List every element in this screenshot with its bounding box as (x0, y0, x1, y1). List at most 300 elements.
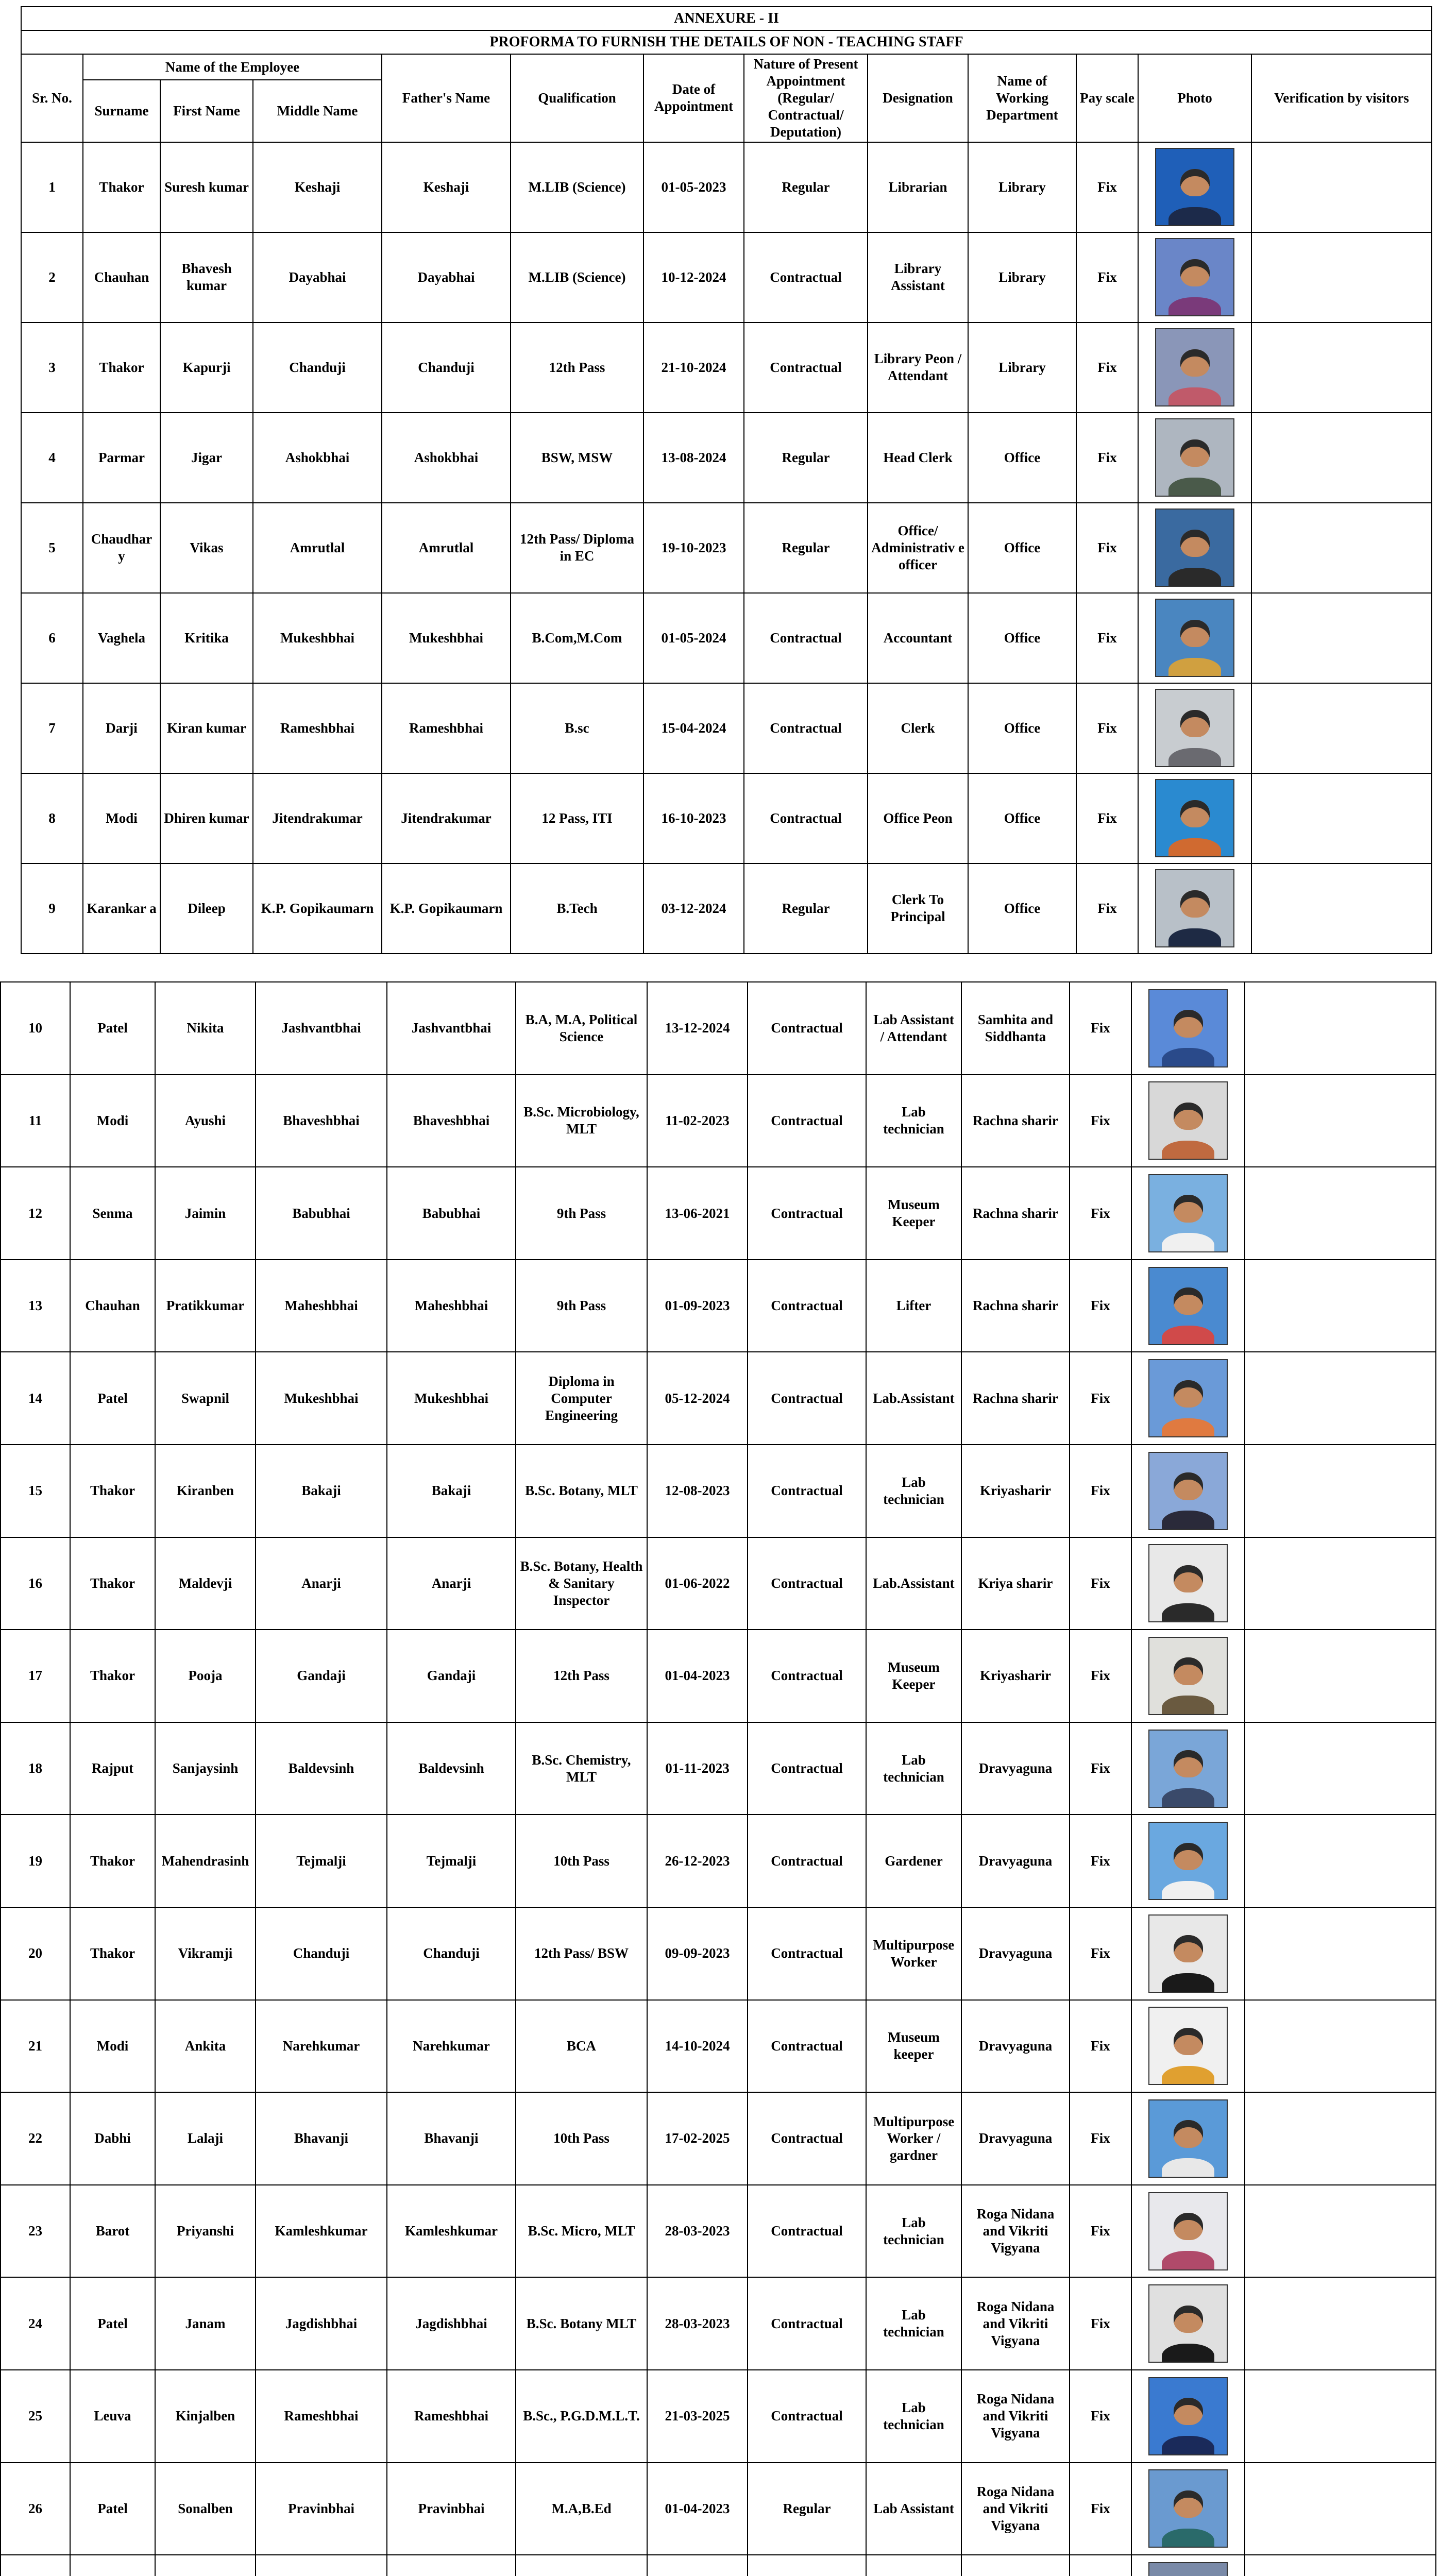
sr-no-cell: 3 (21, 323, 83, 413)
first-name-cell: Kritika (160, 593, 253, 683)
date-cell: 28-03-2023 (647, 2185, 748, 2278)
photo-cell (1138, 503, 1251, 593)
verification-cell[interactable] (1251, 413, 1432, 503)
middle-name-cell: Bhaveshbhai (256, 1075, 387, 1167)
sr-no-cell: 24 (1, 2277, 70, 2370)
date-cell: 28-03-2023 (647, 2277, 748, 2370)
pay-scale-cell: Fix (1076, 323, 1138, 413)
department-cell: Dravyaguna (961, 1722, 1070, 1815)
department-cell: Office (968, 503, 1076, 593)
department-cell: Roga Nidana and Vikriti Vigyana (961, 2185, 1070, 2278)
date-cell (647, 2555, 748, 2576)
photo-cell (1131, 1445, 1245, 1537)
table-row (1, 2277, 1436, 2370)
middle-name-cell: Amrutlal (253, 503, 382, 593)
surname-cell: Thakor (70, 1815, 155, 1907)
header-nature-of-appointment: Nature of Present Appointment (Regular/ Contractual/ Deputation) (744, 54, 868, 142)
verification-cell[interactable] (1245, 2555, 1436, 2576)
photo-cell (1131, 1167, 1245, 1260)
employee-photo (1148, 1544, 1228, 1622)
employee-photo (1148, 2099, 1228, 2178)
verification-cell[interactable] (1245, 1815, 1436, 1907)
date-cell: 17-02-2025 (647, 2092, 748, 2185)
department-cell: Kriyasharir (961, 1445, 1070, 1537)
staff-table-part-1 (21, 6, 1432, 954)
nature-cell: Contractual (748, 2370, 866, 2463)
first-name-cell: Vikramji (155, 1907, 256, 2000)
middle-name-cell: Baldevsinh (256, 1722, 387, 1815)
father-name-cell: K.P. Gopikaumarn (382, 863, 511, 954)
header-middle-name: Middle Name (253, 80, 382, 142)
qualification-cell (516, 2555, 647, 2576)
first-name-cell: Kapurji (160, 323, 253, 413)
table-row (1, 2370, 1436, 2463)
middle-name-cell: Bhavanji (256, 2092, 387, 2185)
first-name-cell: Mahendrasinh (155, 1815, 256, 1907)
employee-photo (1155, 869, 1234, 947)
department-cell: Office (968, 593, 1076, 683)
table-row (1, 1352, 1436, 1445)
middle-name-cell: Anarji (256, 1537, 387, 1630)
middle-name-cell: Tejmalji (256, 1815, 387, 1907)
surname-cell: Chaudhar y (83, 503, 160, 593)
sr-no-cell: 1 (21, 142, 83, 232)
first-name-cell: Dhiren kumar (160, 773, 253, 863)
table-row (1, 2000, 1436, 2093)
table-row (21, 593, 1432, 683)
table-row (1, 1260, 1436, 1352)
photo-cell (1138, 593, 1251, 683)
department-cell: Library (968, 323, 1076, 413)
qualification-cell: 12th Pass/ Diploma in EC (511, 503, 643, 593)
father-name-cell: Pravinbhai (387, 2463, 516, 2555)
header-department: Name of Working Department (968, 54, 1076, 142)
verification-cell[interactable] (1251, 683, 1432, 773)
verification-cell[interactable] (1245, 1445, 1436, 1537)
verification-cell[interactable] (1251, 232, 1432, 323)
employee-photo (1148, 1081, 1228, 1160)
sr-no-cell: 16 (1, 1537, 70, 1630)
department-cell: Rachna sharir (961, 1075, 1070, 1167)
surname-cell: Karankar a (83, 863, 160, 954)
middle-name-cell: Pravinbhai (256, 2463, 387, 2555)
sr-no-cell: 9 (21, 863, 83, 954)
first-name-cell: Lalaji (155, 2092, 256, 2185)
table-row (21, 503, 1432, 593)
verification-cell[interactable] (1245, 2277, 1436, 2370)
middle-name-cell: Jitendrakumar (253, 773, 382, 863)
sr-no-cell: 2 (21, 232, 83, 323)
verification-cell[interactable] (1245, 1075, 1436, 1167)
date-cell: 13-08-2024 (643, 413, 744, 503)
qualification-cell: B.Sc. Botany, Health & Sanitary Inspector (516, 1537, 647, 1630)
nature-cell: Contractual (748, 1537, 866, 1630)
sr-no-cell: 20 (1, 1907, 70, 2000)
first-name-cell: Dileep (160, 863, 253, 954)
employee-photo (1155, 148, 1234, 226)
verification-cell[interactable] (1251, 773, 1432, 863)
photo-cell (1138, 232, 1251, 323)
sr-no-cell: 11 (1, 1075, 70, 1167)
table-row (1, 1075, 1436, 1167)
table-row (1, 1167, 1436, 1260)
pay-scale-cell: Fix (1070, 1075, 1131, 1167)
header-designation: Designation (868, 54, 968, 142)
designation-cell: Lab.Assistant (866, 1537, 961, 1630)
photo-cell (1131, 1075, 1245, 1167)
employee-photo (1155, 328, 1234, 406)
surname-cell: Modi (70, 1075, 155, 1167)
nature-cell: Contractual (748, 1167, 866, 1260)
date-cell: 12-08-2023 (647, 1445, 748, 1537)
department-cell: Kriya sharir (961, 1537, 1070, 1630)
department-cell (961, 2555, 1070, 2576)
father-name-cell: Jashvantbhai (387, 982, 516, 1075)
department-cell: Roga Nidana and Vikriti Vigyana (961, 2463, 1070, 2555)
designation-cell: Clerk To Principal (868, 863, 968, 954)
table-row (1, 2463, 1436, 2555)
employee-photo (1155, 599, 1234, 677)
header-first-name: First Name (160, 80, 253, 142)
designation-cell: Clerk (868, 683, 968, 773)
designation-cell: Lab technician (866, 1722, 961, 1815)
photo-cell (1131, 2000, 1245, 2093)
department-cell: Library (968, 142, 1076, 232)
surname-cell: Rajput (70, 1722, 155, 1815)
middle-name-cell: Chanduji (253, 323, 382, 413)
verification-cell[interactable] (1245, 2370, 1436, 2463)
nature-cell: Regular (744, 503, 868, 593)
surname-cell: Parmar (83, 413, 160, 503)
surname-cell: Modi (83, 773, 160, 863)
first-name-cell: Swapnil (155, 1352, 256, 1445)
date-cell: 19-10-2023 (643, 503, 744, 593)
qualification-cell: 10th Pass (516, 2092, 647, 2185)
qualification-cell: B.Sc. Chemistry, MLT (516, 1722, 647, 1815)
department-cell: Office (968, 773, 1076, 863)
verification-cell[interactable] (1245, 1537, 1436, 1630)
qualification-cell: B.Sc. Micro, MLT (516, 2185, 647, 2278)
date-cell: 14-10-2024 (647, 2000, 748, 2093)
pay-scale-cell: Fix (1070, 1630, 1131, 1722)
employee-photo (1155, 509, 1234, 587)
father-name-cell: Bhaveshbhai (387, 1075, 516, 1167)
verification-cell[interactable] (1245, 2092, 1436, 2185)
qualification-cell: B.Sc. Botany MLT (516, 2277, 647, 2370)
father-name-cell: Rameshbhai (382, 683, 511, 773)
first-name-cell (155, 2555, 256, 2576)
date-cell: 10-12-2024 (643, 232, 744, 323)
designation-cell: Lab technician (866, 1445, 961, 1537)
table-row (1, 2092, 1436, 2185)
verification-cell[interactable] (1251, 503, 1432, 593)
father-name-cell (387, 2555, 516, 2576)
first-name-cell: Suresh kumar (160, 142, 253, 232)
surname-cell: Patel (70, 2277, 155, 2370)
father-name-cell: Babubhai (387, 1167, 516, 1260)
pay-scale-cell: Fix (1070, 1445, 1131, 1537)
surname-cell: Vaghela (83, 593, 160, 683)
middle-name-cell: Jashvantbhai (256, 982, 387, 1075)
surname-cell: Dabhi (70, 2092, 155, 2185)
father-name-cell: Bhavanji (387, 2092, 516, 2185)
photo-cell (1131, 2555, 1245, 2576)
pay-scale-cell: Fix (1070, 2092, 1131, 2185)
first-name-cell: Kinjalben (155, 2370, 256, 2463)
date-cell: 05-12-2024 (647, 1352, 748, 1445)
pay-scale-cell: Fix (1076, 593, 1138, 683)
pay-scale-cell: Fix (1076, 773, 1138, 863)
verification-cell[interactable] (1245, 982, 1436, 1075)
employee-photo (1155, 238, 1234, 316)
table-row (21, 863, 1432, 954)
header-surname: Surname (83, 80, 160, 142)
pay-scale-cell: Fix (1076, 413, 1138, 503)
middle-name-cell: Kamleshkumar (256, 2185, 387, 2278)
sr-no-cell: 21 (1, 2000, 70, 2093)
date-cell: 21-10-2024 (643, 323, 744, 413)
photo-cell (1131, 2370, 1245, 2463)
verification-cell[interactable] (1245, 1630, 1436, 1722)
qualification-cell: B.Com,M.Com (511, 593, 643, 683)
qualification-cell: 9th Pass (516, 1167, 647, 1260)
sr-no-cell: 25 (1, 2370, 70, 2463)
department-cell: Dravyaguna (961, 2000, 1070, 2093)
verification-cell[interactable] (1245, 1260, 1436, 1352)
father-name-cell: Jagdishbhai (387, 2277, 516, 2370)
verification-cell[interactable] (1251, 142, 1432, 232)
date-cell: 01-05-2024 (643, 593, 744, 683)
middle-name-cell: Narehkumar (256, 2000, 387, 2093)
nature-cell: Contractual (748, 1352, 866, 1445)
table-row (1, 982, 1436, 1075)
nature-cell: Contractual (748, 1260, 866, 1352)
department-cell: Office (968, 863, 1076, 954)
father-name-cell: Amrutlal (382, 503, 511, 593)
department-cell: Rachna sharir (961, 1352, 1070, 1445)
sr-no-cell: 6 (21, 593, 83, 683)
surname-cell: Thakor (83, 323, 160, 413)
middle-name-cell (256, 2555, 387, 2576)
date-cell: 11-02-2023 (647, 1075, 748, 1167)
designation-cell: Lifter (866, 1260, 961, 1352)
nature-cell: Contractual (748, 1630, 866, 1722)
date-cell: 16-10-2023 (643, 773, 744, 863)
nature-cell: Contractual (748, 1907, 866, 2000)
designation-cell: Museum keeper (866, 2000, 961, 2093)
nature-cell: Contractual (748, 982, 866, 1075)
surname-cell: Leuva (70, 2370, 155, 2463)
photo-cell (1138, 323, 1251, 413)
designation-cell: Lab.Assistant (866, 1352, 961, 1445)
verification-cell[interactable] (1245, 1352, 1436, 1445)
qualification-cell: 10th Pass (516, 1815, 647, 1907)
qualification-cell: 12th Pass (516, 1630, 647, 1722)
surname-cell: Thakor (70, 1445, 155, 1537)
header-sr-no: Sr. No. (21, 54, 83, 142)
department-cell: Roga Nidana and Vikriti Vigyana (961, 2370, 1070, 2463)
photo-cell (1138, 413, 1251, 503)
surname-cell: Thakor (70, 1907, 155, 2000)
designation-cell: Head Clerk (868, 413, 968, 503)
designation-cell: Gardener (866, 1815, 961, 1907)
qualification-cell: M.A,B.Ed (516, 2463, 647, 2555)
nature-cell: Contractual (748, 1722, 866, 1815)
qualification-cell: 12 Pass, ITI (511, 773, 643, 863)
nature-cell: Contractual (744, 593, 868, 683)
pay-scale-cell: Fix (1070, 1907, 1131, 2000)
date-cell: 21-03-2025 (647, 2370, 748, 2463)
sr-no-cell: 17 (1, 1630, 70, 1722)
sr-no-cell: 18 (1, 1722, 70, 1815)
department-cell: Dravyaguna (961, 1907, 1070, 2000)
employee-photo (1155, 418, 1234, 497)
sr-no-cell: 14 (1, 1352, 70, 1445)
photo-cell (1131, 1260, 1245, 1352)
date-cell: 13-12-2024 (647, 982, 748, 1075)
date-cell: 13-06-2021 (647, 1167, 748, 1260)
father-name-cell: Chanduji (387, 1907, 516, 2000)
first-name-cell: Bhavesh kumar (160, 232, 253, 323)
sr-no-cell: 8 (21, 773, 83, 863)
sr-no-cell: 15 (1, 1445, 70, 1537)
first-name-cell: Janam (155, 2277, 256, 2370)
sr-no-cell (1, 2555, 70, 2576)
pay-scale-cell: Fix (1076, 142, 1138, 232)
pay-scale-cell: Fix (1070, 2185, 1131, 2278)
table-row (1, 1537, 1436, 1630)
first-name-cell: Kiran kumar (160, 683, 253, 773)
verification-cell[interactable] (1245, 2000, 1436, 2093)
sr-no-cell: 19 (1, 1815, 70, 1907)
date-cell: 01-11-2023 (647, 1722, 748, 1815)
photo-cell (1131, 1815, 1245, 1907)
employee-photo (1148, 2284, 1228, 2363)
nature-cell: Contractual (744, 232, 868, 323)
verification-cell[interactable] (1245, 1722, 1436, 1815)
photo-cell (1138, 683, 1251, 773)
verification-cell[interactable] (1245, 1167, 1436, 1260)
middle-name-cell: Rameshbhai (253, 683, 382, 773)
date-cell: 01-04-2023 (647, 1630, 748, 1722)
sr-no-cell: 23 (1, 2185, 70, 2278)
qualification-cell: 9th Pass (516, 1260, 647, 1352)
employee-photo (1148, 1637, 1228, 1715)
sr-no-cell: 13 (1, 1260, 70, 1352)
first-name-cell: Jaimin (155, 1167, 256, 1260)
father-name-cell: Anarji (387, 1537, 516, 1630)
pay-scale-cell: Fix (1070, 1260, 1131, 1352)
sr-no-cell: 4 (21, 413, 83, 503)
first-name-cell: Pooja (155, 1630, 256, 1722)
first-name-cell: Jigar (160, 413, 253, 503)
table-row (1, 1907, 1436, 2000)
nature-cell: Regular (744, 142, 868, 232)
designation-cell: Lab Assistant (866, 2463, 961, 2555)
employee-photo (1148, 2007, 1228, 2085)
department-cell: Dravyaguna (961, 1815, 1070, 1907)
photo-cell (1131, 2185, 1245, 2278)
pay-scale-cell: Fix (1076, 683, 1138, 773)
verification-cell[interactable] (1245, 1907, 1436, 2000)
table-row (21, 232, 1432, 323)
department-cell: Roga Nidana and Vikriti Vigyana (961, 2277, 1070, 2370)
surname-cell: Thakor (70, 1537, 155, 1630)
father-name-cell: Keshaji (382, 142, 511, 232)
designation-cell: Multipurpose Worker (866, 1907, 961, 2000)
table-row (21, 142, 1432, 232)
date-cell: 26-12-2023 (647, 1815, 748, 1907)
verification-cell[interactable] (1245, 2463, 1436, 2555)
department-cell: Rachna sharir (961, 1260, 1070, 1352)
first-name-cell: Sonalben (155, 2463, 256, 2555)
table-row (1, 1445, 1436, 1537)
date-cell: 01-04-2023 (647, 2463, 748, 2555)
verification-cell[interactable] (1251, 593, 1432, 683)
pay-scale-cell: Fix (1070, 2463, 1131, 2555)
header-verification: Verification by visitors (1251, 54, 1432, 142)
pay-scale-cell: Fix (1070, 2370, 1131, 2463)
surname-cell: Patel (70, 1352, 155, 1445)
header-pay-scale: Pay scale (1076, 54, 1138, 142)
verification-cell[interactable] (1251, 863, 1432, 954)
surname-cell: Patel (70, 982, 155, 1075)
photo-cell (1131, 1352, 1245, 1445)
verification-cell[interactable] (1251, 323, 1432, 413)
father-name-cell: Dayabhai (382, 232, 511, 323)
table-row (1, 2555, 1436, 2576)
middle-name-cell: Ashokbhai (253, 413, 382, 503)
staff-table-part-2 (0, 981, 1436, 2576)
qualification-cell: M.LIB (Science) (511, 142, 643, 232)
father-name-cell: Gandaji (387, 1630, 516, 1722)
employee-photo (1148, 1914, 1228, 1993)
father-name-cell: Rameshbhai (387, 2370, 516, 2463)
nature-cell: Regular (748, 2463, 866, 2555)
designation-cell: Lab technician (866, 2370, 961, 2463)
table-row (21, 683, 1432, 773)
table-row (21, 323, 1432, 413)
qualification-cell: 12th Pass/ BSW (516, 1907, 647, 2000)
qualification-cell: BCA (516, 2000, 647, 2093)
employee-photo (1148, 2377, 1228, 2455)
employee-photo (1148, 1359, 1228, 1437)
surname-cell: Thakor (83, 142, 160, 232)
verification-cell[interactable] (1245, 2185, 1436, 2278)
first-name-cell: Vikas (160, 503, 253, 593)
employee-photo (1148, 1822, 1228, 1900)
qualification-cell: B.Sc. Botany, MLT (516, 1445, 647, 1537)
father-name-cell: Jitendrakumar (382, 773, 511, 863)
date-cell: 15-04-2024 (643, 683, 744, 773)
header-name-group: Name of the Employee (83, 54, 382, 80)
father-name-cell: Chanduji (382, 323, 511, 413)
middle-name-cell: Keshaji (253, 142, 382, 232)
father-name-cell: Bakaji (387, 1445, 516, 1537)
nature-cell: Contractual (748, 1075, 866, 1167)
pay-scale-cell: Fix (1070, 1352, 1131, 1445)
photo-cell (1131, 982, 1245, 1075)
pay-scale-cell: Fix (1076, 503, 1138, 593)
annexure-title: ANNEXURE - II (21, 7, 1432, 30)
department-cell: Kriyasharir (961, 1630, 1070, 1722)
pay-scale-cell: Fix (1070, 1722, 1131, 1815)
nature-cell: Contractual (748, 2000, 866, 2093)
department-cell: Rachna sharir (961, 1167, 1070, 1260)
father-name-cell: Narehkumar (387, 2000, 516, 2093)
first-name-cell: Priyanshi (155, 2185, 256, 2278)
date-cell: 03-12-2024 (643, 863, 744, 954)
